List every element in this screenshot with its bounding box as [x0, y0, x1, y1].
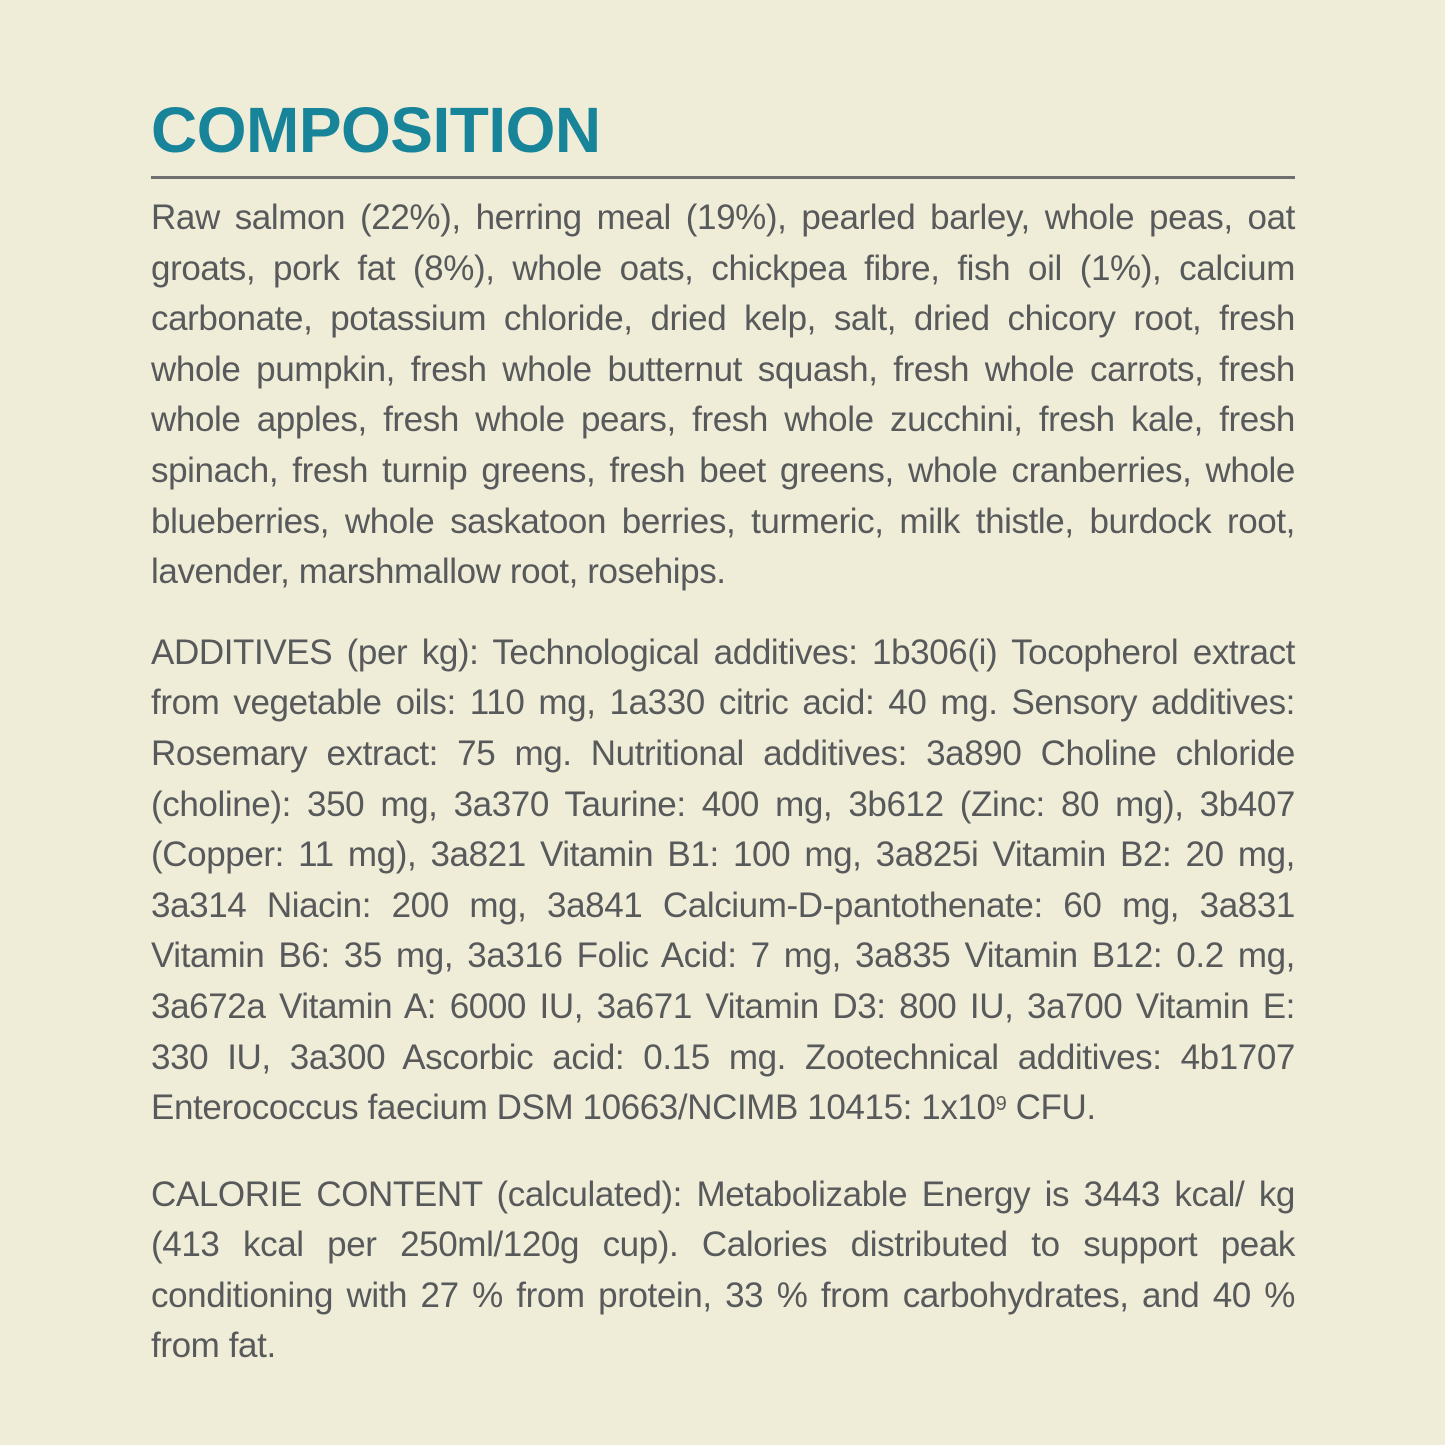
additives-paragraph: [151, 628, 1295, 1134]
additives-text: ADDITIVES (per kg): Technological additives: 1b306(i) Tocopherol extract from vegetable oils: 110 mg, 1a330 citric acid: 40 mg. Sensory additives: Rosemary extract: 75 mg. Nutritional additives: 3a890 Choline chloride (choline): 350 mg, 3a370 Taurine: 400 mg, 3b612 (Zinc: 80 mg), 3b407 (Copper: 11 mg), 3a821 Vitamin B1: 100 mg, 3a825i Vitamin B2: 20 mg, 3a314 Niacin: 200 mg, 3a841 Calcium-D-pantothenate: 60 mg, 3a831 Vitamin B6: 35 mg, 3a316 Folic Acid: 7 mg, 3a835 Vitamin B12: 0.2 mg, 3a672a Vitamin A: 6000 IU, 3a671 Vitamin D3: 800 IU, 3a700 Vitamin E: 330 IU, 3a300 Ascorbic acid: 0.15 mg. Zootechnical additives: 4b1707 Enterococcus faecium DSM 10663/NCIMB 10415: 1x10: [151, 632, 1295, 1128]
calorie-content-paragraph: CALORIE CONTENT (calculated): Metabolizable Energy is 3443 kcal/ kg (413 kcal per 250ml/120g cup). Calories distributed to support peak conditioning with 27 % from protein, 33 % from carbohydrates, and 40 % from fat.: [151, 1174, 1295, 1366]
exponent-superscript: 9: [995, 1093, 1007, 1116]
additives-tail: CFU.: [1006, 1088, 1096, 1128]
ingredients-paragraph: Raw salmon (22%), herring meal (19%), pearled barley, whole peas, oat groats, pork fat (8%), whole oats, chickpea fibre, fish oil (1%), calcium carbonate, potassium chloride, dried kelp, salt, dried chicory root, fresh whole pumpkin, fresh whole butternut squash, fresh whole carrots, fresh whole apples, fresh whole pears, fresh whole zucchini, fresh kale, fresh spinach, fresh turnip greens, fresh beet greens, whole cranberries, whole blueberries, whole saskatoon berries, turmeric, milk thistle, burdock root, lavender, marshmallow root, rosehips.: [151, 198, 1295, 592]
heading-divider: [151, 176, 1295, 179]
composition-heading: COMPOSITION: [151, 94, 601, 166]
composition-panel: [151, 92, 1295, 1372]
